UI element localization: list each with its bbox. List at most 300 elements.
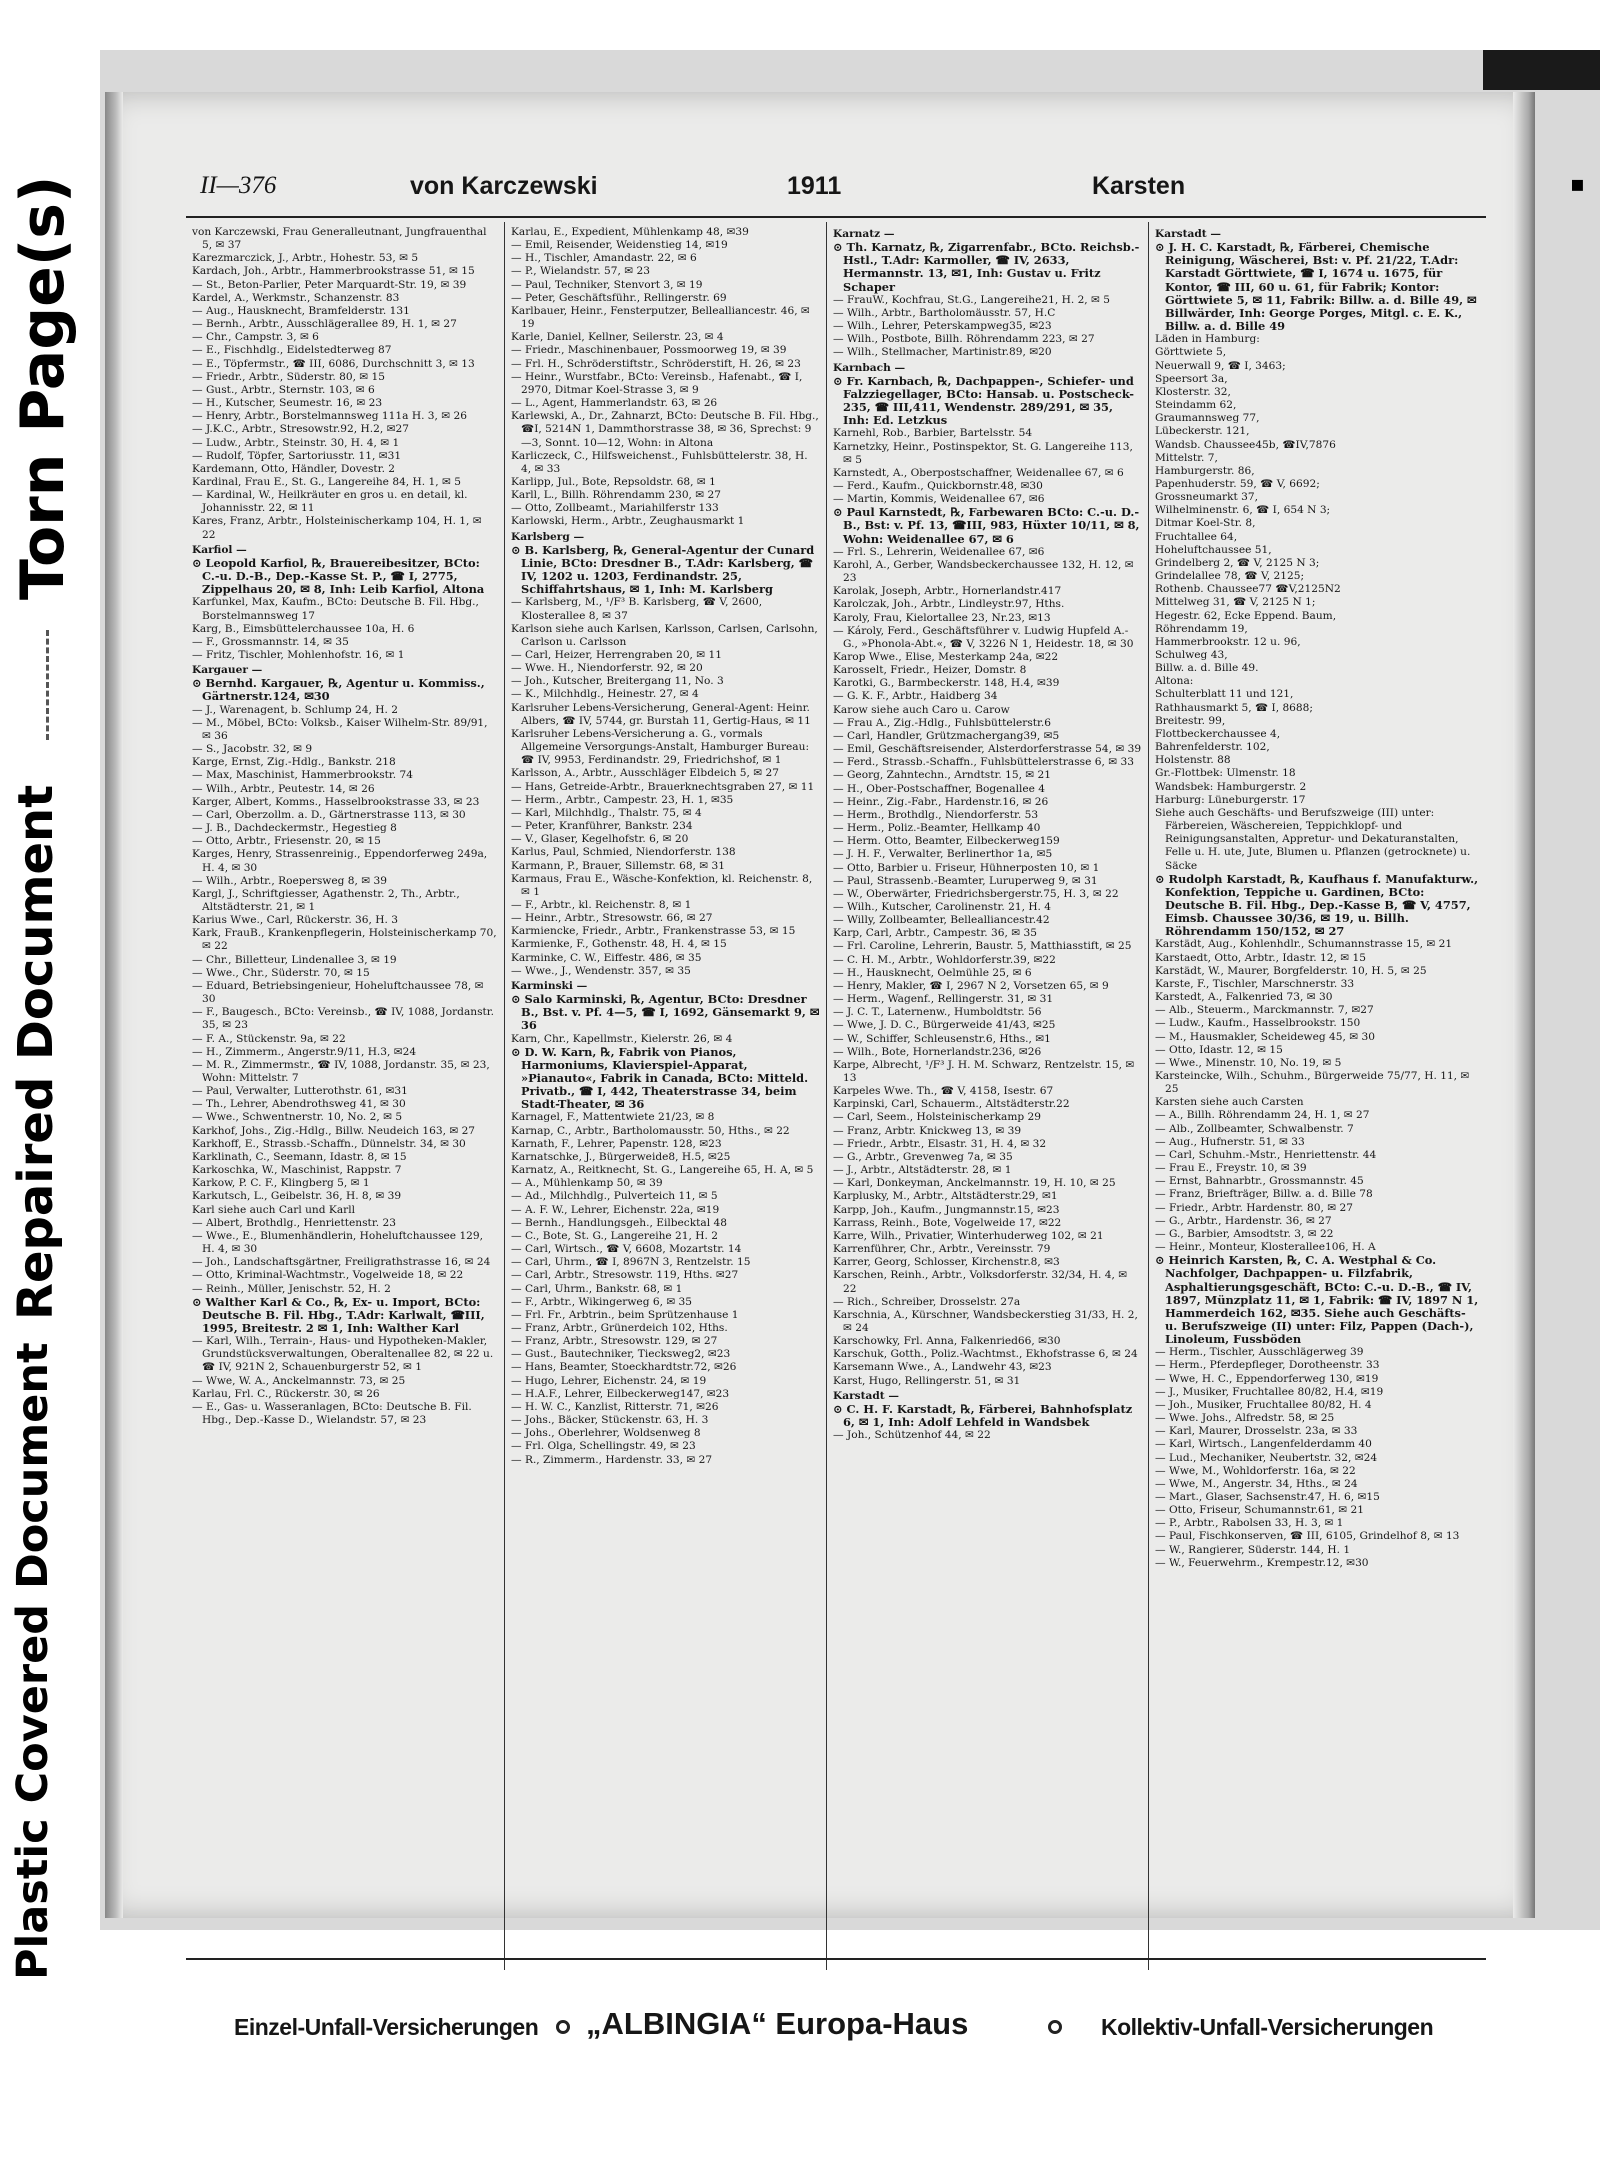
directory-entry: — Emil, Reisender, Weidenstieg 14, ✉19	[511, 239, 728, 252]
directory-entry: — M., Hausmakler, Scheideweg 45, ✉ 30	[1155, 1030, 1375, 1043]
directory-entry: Karlsson, A., Arbtr., Ausschläger Elbdeich 5, ✉ 27	[511, 767, 779, 780]
directory-entry: — E., Fischhdlg., Eidelstedterweg 87	[192, 344, 392, 357]
directory-entry: — J., Warenagent, b. Schlump 24, H. 2	[192, 703, 398, 716]
directory-entry: — Bernh., Arbtr., Ausschlägerallee 89, H. 1, ✉ 27	[192, 318, 457, 331]
repaired-document-label: Repaired Document	[8, 784, 64, 1320]
edge-mark: ▪	[1570, 172, 1585, 197]
directory-entry: — W., Rangierer, Süderstr. 144, H. 1	[1155, 1543, 1351, 1556]
directory-entry: — Joh., Landschaftsgärtner, Freiligrathstrasse 16, ✉ 24	[192, 1256, 491, 1269]
directory-entry: Karste, F., Tischler, Marschnerstr. 33	[1155, 977, 1355, 990]
directory-entry: — G., Arbtr., Grevenweg 7a, ✉ 35	[833, 1150, 1013, 1163]
directory-entry: Karklinath, C., Seemann, Idastr. 8, ✉ 15	[192, 1150, 407, 1163]
directory-entry: — Wwe, J. D. C., Bürgerweide 41/43, ✉25	[833, 1019, 1056, 1032]
directory-entry: Karst, Hugo, Rellingerstr. 51, ✉ 31	[833, 1374, 1021, 1387]
directory-entry: — Otto, Idastr. 12, ✉ 15	[1155, 1043, 1283, 1056]
directory-entry: Karop Wwe., Elise, Mesterkamp 24a, ✉22	[833, 651, 1059, 663]
directory-entry: Schulterblatt 11 und 121,	[1155, 688, 1294, 701]
directory-entry: Siehe auch Geschäfts- und Berufszweige (III) unter: Färbereien, Wäschereien, Teppichklopf- und Reinigungsanstalten, Appretur- und Dekaturanstalten, Felle u. H. ute, Jute, Blumen u. Pflanzen (getrocknete) u. Säcke	[1155, 806, 1471, 872]
directory-entry: — Bernh., Handlungsgeh., Eilbecktal 48	[511, 1216, 727, 1229]
directory-entry: — Frl. H., Schröderstiftstr., Schröderstift, H. 26, ✉ 23	[511, 357, 801, 370]
directory-entry: Karfunkel, Max, Kaufm., BCto: Deutsche B. Fil. Hbg., Borstelmannsweg 17	[192, 596, 479, 622]
directory-entry: — Carl, Uhrm., ☎ I, 8967N 3, Rentzelstr. 15	[511, 1256, 751, 1269]
directory-entry: — Frl. Caroline, Lehrerin, Baustr. 5, Matthiasstift, ✉ 25	[833, 940, 1132, 953]
directory-entry: — Herm., Pferdepfleger, Dorotheenstr. 33	[1155, 1359, 1380, 1372]
directory-entry: — Herm., Wagenf., Rellingerstr. 31, ✉ 31	[833, 993, 1054, 1006]
directory-entry: — Franz, Arbtr., Grünerdeich 102, Hths.	[511, 1321, 728, 1334]
directory-entry: — H. W. C., Kanzlist, Ritterstr. 71, ✉26	[511, 1400, 719, 1413]
directory-entry: — Herm. Otto, Beamter, Eilbeckerweg159	[833, 835, 1060, 848]
directory-entry: — Wilh., Lehrer, Peterskampweg35, ✉23	[833, 320, 1052, 333]
directory-entry: Karre, Wilh., Privatier, Winterhuderweg 102, ✉ 21	[833, 1229, 1104, 1242]
directory-entry: — Joh., Schützenhof 44, ✉ 22	[833, 1429, 991, 1442]
directory-entry: — L., Agent, Hammerlandstr. 63, ✉ 26	[511, 397, 718, 410]
directory-entry: Ditmar Koel-Str. 8,	[1155, 517, 1256, 530]
directory-entry: — M., Möbel, BCto: Volksb., Kaiser Wilhelm-Str. 89/91, ✉ 36	[192, 716, 488, 742]
header-year: 1911	[787, 172, 842, 200]
directory-entry: ⊙ Fr. Karnbach, ℞, Dachpappen-, Schiefer- und Falzziegellager, BCto: Hansab. u. Postscheck- 235, ☎ III,411, Wendenstr. 289/291, ✉ 35, Inh: Ed. Letzkus	[833, 374, 1135, 428]
directory-entry: — Wwe., Chr., Süderstr. 70, ✉ 15	[192, 966, 370, 979]
directory-entry: Steindamm 62,	[1155, 399, 1237, 412]
directory-entry: — Gust., Bautechniker, Tiecksweg2, ✉23	[511, 1348, 731, 1361]
directory-entry: Kargauer —	[192, 664, 263, 677]
directory-entry: — Carl, Uhrm., Bankstr. 68, ✉ 1	[511, 1282, 683, 1295]
directory-entry: ⊙ D. W. Karn, ℞, Fabrik von Pianos, Harmoniums, Klavierspiel-Apparat, »Pianauto«, Fabrik in Canada, BCto: Mitteld. Privatb., ☎ I, 442, Theaterstrasse 34, beim Stadt-Theater, ✉ 36	[511, 1045, 809, 1112]
directory-entry: — Joh., Kutscher, Breitergang 11, No. 3	[511, 675, 724, 688]
directory-entry: ⊙ Paul Karnstedt, ℞, Farbewaren BCto: C.-u. D.-B., Bst: v. Pf. 13, ☎III, 983, Hüxter 10/11, ✉ 8, Wohn: Weidenallee 67, ✉ 6	[833, 506, 1140, 546]
directory-entry: — Fritz, Tischler, Mohlenhofstr. 16, ✉ 1	[192, 649, 405, 661]
directory-entry: Gr.-Flottbek: Ulmenstr. 18	[1155, 767, 1296, 780]
directory-entry: — Carl, Arbtr., Stresowstr. 119, Hths. ✉27	[511, 1269, 739, 1282]
directory-entry: — Georg, Zahntechn., Arndtstr. 15, ✉ 21	[833, 769, 1052, 782]
directory-entry: Neuerwall 9, ☎ I, 3463;	[1155, 359, 1286, 372]
directory-entry: Karotki, G., Barmbeckerstr. 148, H.4, ✉39	[833, 677, 1060, 690]
directory-entry: Karl siehe auch Carl und Karll	[192, 1203, 355, 1216]
directory-entry: — G. K. F., Arbtr., Haidberg 34	[833, 690, 998, 703]
directory-entry: — Alb., Steuerm., Marckmannstr. 7, ✉27	[1155, 1004, 1374, 1017]
directory-entry: — Heinr., Zig.-Fabr., Hardenstr.16, ✉ 26	[833, 795, 1049, 808]
directory-entry: Karsemann Wwe., A., Landwehr 43, ✉23	[833, 1361, 1052, 1374]
directory-entry: — J., Musiker, Fruchtallee 80/82, H.4, ✉19	[1155, 1385, 1384, 1398]
directory-entry: — J. H. F., Verwalter, Berlinerthor 1a, ✉5	[833, 848, 1053, 861]
directory-entry: — Wwe., J., Wendenstr. 357, ✉ 35	[511, 964, 691, 977]
directory-entry: — Paul, Fischkonserven, ☎ III, 6105, Grindelhof 8, ✉ 13	[1155, 1530, 1460, 1543]
directory-entry: Rathhausmarkt 5, ☎ I, 8688;	[1155, 701, 1313, 714]
directory-entry: — Hugo, Lehrer, Eichenstr. 24, ✉ 19	[511, 1374, 707, 1387]
directory-entry: Karlsruher Lebens-Versicherung, General-Agent: Heinr. Albers, ☎ IV, 5744, gr. Burstah 11, Gertig-Haus, ✉ 11	[511, 701, 811, 727]
directory-entry: — Frau A., Zig.-Hdlg., Fuhlsbüttelerstr.6	[833, 716, 1052, 729]
directory-entry: — Frl. S., Lehrerin, Weidenallee 67, ✉6	[833, 545, 1045, 558]
directory-entry: — Carl, Wirtsch., ☎ V, 6608, Mozartstr. 14	[511, 1243, 742, 1256]
directory-entry: ⊙ Th. Karnatz, ℞, Zigarrenfabr., BCto. Reichsb.-Hstl., T.Adr: Karmoller, ☎ IV, 2633, Hermannstr. 13, ✉1, Inh: Gustav u. Fritz Schaper	[833, 241, 1140, 294]
directory-entry: Karolczak, Joh., Arbtr., Lindleystr.97, Hths.	[833, 598, 1065, 611]
directory-entry: — J. C. T., Laternenw., Humboldtstr. 56	[833, 1006, 1042, 1019]
directory-entry: — Franz, Briefträger, Billw. a. d. Bille 78	[1155, 1188, 1373, 1201]
directory-entry: — Karl, Wilh., Terrain-, Haus- und Hypotheken-Makler, Grundstücksverwaltungen, Oberaltenallee 82, ✉ 22 u. ☎ IV, 921N 2, Schauenburgerstr 52, ✉ 1	[192, 1335, 494, 1374]
directory-entry: — Heinr., Monteur, Klosterallee106, H. A	[1155, 1241, 1376, 1254]
directory-entry: — F., Baugesch., BCto: Vereinsb., ☎ IV, 1088, Jordanstr. 35, ✉ 23	[192, 1006, 495, 1032]
directory-entry: Karschen, Reinh., Arbtr., Volksdorferstr. 32/34, H. 4, ✉ 22	[833, 1269, 1128, 1295]
directory-entry: — Paul, Verwalter, Lutterothstr. 61, ✉31	[192, 1085, 408, 1098]
directory-entry: — Henry, Arbtr., Borstelmannsweg 111a H. 3, ✉ 26	[192, 410, 468, 423]
directory-entry: Karrenführer, Chr., Arbtr., Vereinsstr. 79	[833, 1243, 1051, 1256]
directory-entry: — W., Oberwärter, Friedrichsbergerstr.75, H. 3, ✉ 22	[833, 887, 1119, 900]
directory-entry: — Herm., Tischler, Ausschlägerweg 39	[1155, 1346, 1364, 1359]
directory-entry: — C. H. M., Arbtr., Wohldorferstr.39, ✉22	[833, 953, 1056, 966]
directory-entry: Karpe, Albrecht, ¹/F³ J. H. M. Schwarz, Rentzelstr. 15, ✉ 13	[833, 1058, 1135, 1084]
directory-entry: — P., Arbtr., Rabolsen 33, H. 3, ✉ 1	[1155, 1517, 1344, 1530]
directory-entry: — Friedr., Arbtr., Elsastr. 31, H. 4, ✉ 32	[833, 1137, 1047, 1150]
directory-entry: Breitestr. 99,	[1155, 714, 1226, 727]
directory-entry: Flottbeckerchaussee 4,	[1155, 727, 1281, 740]
directory-entry: Karpeles Wwe. Th., ☎ V, 4158, Isestr. 67	[833, 1085, 1054, 1098]
directory-entry: ⊙ Leopold Karfiol, ℞, Brauereibesitzer, BCto: C.-u. D.-B., Dep.-Kasse St. P., ☎ I, 2775, Zippelhaus 20, ✉ 8, Inh: Leib Karfiol, Altona	[192, 556, 485, 597]
directory-entry: — Heinr., Arbtr., Stresowstr. 66, ✉ 27	[511, 912, 713, 925]
directory-entry: — Chr., Campstr. 3, ✉ 6	[192, 331, 319, 344]
directory-entry: — Wilh., Arbtr., Bartholomäusstr. 57, H.C	[833, 306, 1056, 319]
directory-entry: — Ad., Milchhdlg., Pulverteich 11, ✉ 5	[511, 1190, 718, 1203]
directory-entry: Hamburgerstr. 86,	[1155, 464, 1255, 477]
directory-entry: Karger, Albert, Komms., Hasselbrookstrasse 33, ✉ 23	[192, 795, 480, 808]
directory-entry: Karminke, C. W., Eiffestr. 486, ✉ 35	[511, 951, 702, 964]
directory-entry: — Kardinal, W., Heilkräuter en gros u. en detail, kl. Johannisstr. 22, ✉ 11	[192, 489, 468, 515]
directory-entry: — Wwe., Schwentnerstr. 10, No. 2, ✉ 5	[192, 1111, 403, 1124]
footer-bullet-icon	[1048, 2020, 1062, 2034]
directory-entry: Karschowky, Frl. Anna, Falkenried66, ✉30	[833, 1335, 1061, 1348]
footer-rule	[186, 1958, 1486, 1960]
directory-entry: Karminski —	[511, 979, 588, 992]
directory-column-3	[826, 222, 1148, 1970]
directory-entry: Karkhoff, E., Strassb.-Schaffn., Dünnelstr. 34, ✉ 30	[192, 1137, 466, 1150]
directory-entry: — Rudolf, Töpfer, Sartoriusstr. 11, ✉31	[192, 449, 402, 462]
directory-entry: — A., Billh. Röhrendamm 24, H. 1, ✉ 27	[1155, 1109, 1370, 1122]
directory-entry: ⊙ Salo Karminski, ℞, Agentur, BCto: Dresdner B., Bst. v. Pf. 4—5, ☎ I, 1692, Gänsemarkt 9, ✉ 36	[511, 993, 820, 1033]
directory-entry: — Karl, Maurer, Drosselstr. 23a, ✉ 33	[1155, 1425, 1358, 1438]
directory-entry: — Frau E., Freystr. 10, ✉ 39	[1155, 1162, 1307, 1175]
directory-entry: Hammerbrookstr. 12 u. 96,	[1155, 635, 1301, 648]
directory-entry: Karstaedt, Otto, Arbtr., Idastr. 12, ✉ 15	[1155, 951, 1366, 964]
directory-entry: — Carl, Oberzollm. a. D., Gärtnerstrasse 113, ✉ 30	[192, 808, 466, 821]
directory-entry: — Herm., Arbtr., Campestr. 23, H. 1, ✉35	[511, 793, 734, 806]
directory-entry: — F., Grossmannstr. 14, ✉ 35	[192, 635, 349, 648]
directory-entry: Karstedt, A., Falkenried 73, ✉ 30	[1155, 991, 1333, 1004]
directory-entry: — FrauW., Kochfrau, St.G., Langereihe21, H. 2, ✉ 5	[833, 293, 1111, 306]
directory-entry: Karlau, E., Expedient, Mühlenkamp 48, ✉39	[511, 226, 749, 238]
directory-entry: Karp, Carl, Arbtr., Campestr. 36, ✉ 35	[833, 927, 1037, 940]
directory-entry: — Otto, Friseur, Schumannstr.61, ✉ 21	[1155, 1504, 1364, 1517]
directory-entry: — Karlsberg, M., ¹/F³ B. Karlsberg, ☎ V, 2600, Klosterallee 8, ✉ 37	[511, 596, 763, 622]
directory-entry: ⊙ B. Karlsberg, ℞, General-Agentur der Cunard Linie, BCto: Dresdner B., T.Adr: Karlsberg, ☎ IV, 1202 u. 1203, Ferdinandstr. 25, Schiffahrtshaus, ✉ 1, Inh: M. Karlsberg	[511, 543, 815, 597]
directory-entry: Wandsb. Chaussee45b, ☎IV,7876	[1155, 438, 1336, 451]
directory-entry: — Karl, Milchhdlg., Thalstr. 75, ✉ 4	[511, 806, 702, 819]
directory-entry: Röhrendamm 19,	[1155, 622, 1248, 635]
directory-entry: Papenhuderstr. 59, ☎ V, 6692;	[1155, 477, 1320, 490]
directory-entry: — Wilh., Stellmacher, Martinistr.89, ✉20	[833, 346, 1052, 359]
directory-entry: — Henry, Makler, ☎ I, 2967 N 2, Vorsetzen 65, ✉ 9	[833, 979, 1109, 992]
directory-entry: Kardinal, Frau E., St. G., Langereihe 84, H. 1, ✉ 5	[192, 475, 461, 488]
footer-left-text: Einzel-Unfall-Versicherungen	[234, 2014, 539, 2040]
directory-entry: — Wwe. H., Niendorferstr. 92, ✉ 20	[511, 662, 703, 675]
plastic-covered-label: Plastic Covered Document	[8, 1342, 58, 1980]
directory-entry: Karlus, Paul, Schmied, Niendorferstr. 138	[511, 846, 736, 859]
directory-entry: Kardach, Joh., Arbtr., Hammerbrookstrasse 51, ✉ 15	[192, 265, 475, 278]
directory-entry: — Heinr., Wurstfabr., BCto: Vereinsb., Hafenabt., ☎ I, 2970, Ditmar Koel-Strasse 3, ✉ 9	[511, 370, 803, 396]
directory-entry: — Peter, Geschäftsführ., Rellingerstr. 69	[511, 291, 727, 304]
directory-entry: — Lud., Mechaniker, Neubertstr. 32, ✉24	[1155, 1451, 1378, 1464]
directory-entry: — G., Arbtr., Hardenstr. 36, ✉ 27	[1155, 1214, 1332, 1227]
directory-entry: Karnatz, A., Reitknecht, St. G., Langereihe 65, H. A, ✉ 5	[511, 1164, 814, 1177]
directory-entry: Karnath, F., Lehrer, Papenstr. 128, ✉23	[511, 1137, 722, 1150]
directory-entry: Speersort 3a,	[1155, 372, 1228, 385]
directory-entry: — A. F. W., Lehrer, Eichenstr. 22a, ✉19	[511, 1203, 720, 1216]
directory-entry: Altona:	[1155, 675, 1194, 688]
directory-entry: — Franz, Arbtr. Knickweg 13, ✉ 39	[833, 1124, 1022, 1137]
directory-entry: — M. R., Zimmermstr., ☎ IV, 1088, Jordanstr. 35, ✉ 23, Wohn: Mittelstr. 7	[192, 1058, 490, 1084]
directory-entry: Karstadt —	[1155, 228, 1221, 240]
directory-entry: — P., Wielandstr. 57, ✉ 23	[511, 265, 650, 278]
directory-entry: — Ernst, Bahnarbtr., Grossmannstr. 45	[1155, 1175, 1364, 1188]
directory-entry: Karstädt, Aug., Kohlenhdlr., Schumannstrasse 15, ✉ 21	[1155, 938, 1453, 951]
directory-entry: — Ludw., Kaufm., Hasselbrookstr. 150	[1155, 1017, 1361, 1030]
page-number: II—376	[200, 172, 277, 199]
directory-entry: — H., Tischler, Amandastr. 22, ✉ 6	[511, 252, 697, 265]
directory-entry: — F. A., Stückenstr. 9a, ✉ 22	[192, 1032, 346, 1045]
directory-entry: — H., Zimmerm., Angerstr.9/11, H.3, ✉24	[192, 1045, 417, 1058]
directory-entry: ⊙ J. H. C. Karstadt, ℞, Färberei, Chemische Reinigung, Wäscherei, Bst: v. Pf. 21/22, T.Adr: Karstadt Görttwiete, ☎ I, 1674 u. 1675, für Kontor, ☎ III, 60 u. 61, für Fabrik; Kontor: Görttwiete 5, ✉ 11, Fabrik: Billw. a. d. Bille 49, ✉ Billwärder, Inh: George Porges, Mitgl. c. E. K., Billw. a. d. Bille 49	[1155, 241, 1477, 334]
directory-entry: Karnap, C., Arbtr., Bartholomausstr. 50, Hths., ✉ 22	[511, 1124, 790, 1137]
directory-entry: — Aug., Hausknecht, Bramfelderstr. 131	[192, 304, 410, 317]
directory-entry: — J. B., Dachdeckermstr., Hegestieg 8	[192, 822, 397, 835]
footer-bullet-icon	[556, 2020, 570, 2034]
directory-entry: — Max, Maschinist, Hammerbrookstr. 74	[192, 769, 414, 782]
directory-entry: Karlipp, Jul., Bote, Repsoldstr. 68, ✉ 1	[511, 475, 716, 488]
directory-entry: — Aug., Hufnerstr. 51, ✉ 33	[1155, 1135, 1305, 1148]
directory-entry: — Carl, Heizer, Herrengraben 20, ✉ 11	[511, 649, 723, 661]
directory-entry: — Hans, Beamter, Stoeckhardtstr.72, ✉26	[511, 1361, 737, 1374]
directory-column-2	[504, 222, 826, 1970]
directory-entry: Karstadt —	[833, 1389, 899, 1402]
directory-entry: Karmiencke, Friedr., Arbtr., Frankenstrasse 53, ✉ 15	[511, 925, 796, 938]
footer-right-text: Kollektiv-Unfall-Versicherungen	[1101, 2014, 1434, 2040]
directory-entry: Karge, Ernst, Zig.-Hdlg., Bankstr. 218	[192, 756, 396, 769]
directory-entry: Karnstedt, A., Oberpostschaffner, Weidenallee 67, ✉ 6	[833, 466, 1124, 479]
header-rule	[186, 216, 1486, 218]
directory-entry: — V., Glaser, Kegelhofstr. 6, ✉ 20	[511, 833, 689, 846]
directory-entry: Karplusky, M., Arbtr., Altstädterstr.29, ✉1	[833, 1190, 1058, 1203]
directory-entry: Kark, FrauB., Krankenpflegerin, Holsteinischerkamp 70, ✉ 22	[192, 927, 497, 953]
directory-entry: — Ferd., Strassb.-Schaffn., Fuhlsbüttelerstrasse 6, ✉ 33	[833, 756, 1134, 769]
directory-entry: — Wwe., Minenstr. 10, No. 19, ✉ 5	[1155, 1056, 1342, 1069]
directory-entry: — Wilh., Arbtr., Roepersweg 8, ✉ 39	[192, 874, 387, 887]
directory-entry: Billw. a. d. Bille 49.	[1155, 662, 1259, 675]
directory-entry: Fruchtallee 64,	[1155, 530, 1238, 543]
page-right-edge	[1513, 92, 1535, 1918]
directory-entry: — Paul, Strassenb.-Beamter, Luruperweg 9, ✉ 31	[833, 874, 1098, 887]
directory-entry: — Otto, Arbtr., Friesenstr. 20, ✉ 15	[192, 835, 381, 848]
directory-entry: ⊙ Rudolph Karstadt, ℞, Kaufhaus f. Manufakturw., Konfektion, Teppiche u. Gardinen, BCto: Deutsche B. Fil. Hbg., Dep.-Kasse B, ☎ V, 4757, Eimsb. Chaussee 30/36, ✉ 19, u. Billh. Röhrendamm 150/152, ✉ 27	[1155, 872, 1479, 939]
directory-entry: — Wwe, H. C., Eppendorferweg 130, ✉19	[1155, 1372, 1379, 1385]
directory-entry: — Friedr., Arbtr. Hardenstr. 80, ✉ 27	[1155, 1201, 1353, 1214]
directory-entry: Karstädt, W., Maurer, Borgfelderstr. 10, H. 5, ✉ 25	[1155, 964, 1427, 977]
directory-entry: ⊙ Heinrich Karsten, ℞, C. A. Westphal & Co. Nachfolger, Dachpappen- u. Filzfabrik, Asphaltierungsgeschäft, BCto: C.-u. D.-B., ☎ IV, 1897, Münzplatz 11, ✉ 1, Fabrik: ☎ IV, 1897 N 1, Hammerdeich 162, ✉35. Siehe auch Geschäfts- u. Berufszweige (II) unter: Filz, Pappen (Dach-), Linoleum, Fussböden	[1155, 1254, 1479, 1347]
directory-entry: — Wwe., E., Blumenhändlerin, Hoheluftchaussee 129, H. 4, ✉ 30	[192, 1229, 484, 1256]
directory-entry: — Hans, Getreide-Arbtr., Brauerknechtsgraben 27, ✉ 11	[511, 780, 815, 793]
directory-entry: Karow siehe auch Caro u. Carow	[833, 703, 1010, 716]
directory-entry: — E., Gas- u. Wasseranlagen, BCto: Deutsche B. Fil. Hbg., Dep.-Kasse D., Wielandstr. 57, ✉ 23	[192, 1400, 472, 1427]
directory-entry: — Wilh., Bote, Hornerlandstr.236, ✉26	[833, 1045, 1042, 1058]
directory-entry: Karkoschka, W., Maschinist, Rappstr. 7	[192, 1164, 402, 1177]
advertisement-footer	[186, 2006, 1486, 2050]
directory-entry: Wilhelminenstr. 6, ☎ I, 654 N 3;	[1155, 504, 1331, 517]
directory-entry: Lübeckerstr. 121,	[1155, 425, 1250, 438]
directory-entry: Karmaus, Frau E., Wäsche-Konfektion, kl. Reichenstr. 8, ✉ 1	[511, 872, 813, 898]
directory-entry: — Johs., Bäcker, Stückenstr. 63, H. 3	[511, 1414, 709, 1427]
directory-entry: — Wilh., Arbtr., Peutestr. 14, ✉ 26	[192, 782, 375, 795]
directory-column-4	[1148, 222, 1486, 1970]
directory-entry: Karsteincke, Wilh., Schuhm., Bürgerweide 75/77, H. 11, ✉ 25	[1155, 1070, 1470, 1096]
directory-entry: — Peter, Kranführer, Bankstr. 234	[511, 820, 693, 833]
directory-entry: Grindelallee 78, ☎ V, 2125;	[1155, 570, 1305, 583]
directory-entry: — H., Hausknecht, Oelmühle 25, ✉ 6	[833, 966, 1032, 979]
directory-entry: Karmienke, F., Gothenstr. 48, H. 4, ✉ 15	[511, 938, 727, 951]
directory-entry: — R., Zimmerm., Hardenstr. 33, ✉ 27	[511, 1453, 713, 1466]
directory-entry: Karnbach —	[833, 361, 906, 374]
directory-entry: Görttwiete 5,	[1155, 346, 1227, 359]
directory-entry: Karmann, P., Brauer, Sillemstr. 68, ✉ 31	[511, 859, 726, 872]
directory-entry: Karohl, A., Gerber, Wandsbeckerchaussee 132, H. 12, ✉ 23	[833, 558, 1134, 585]
scan-corner-shadow	[1483, 50, 1600, 90]
directory-entry: Karkhof, Johs., Zig.-Hdlg., Billw. Neudeich 163, ✉ 27	[192, 1124, 476, 1137]
directory-entry: Klosterstr. 32,	[1155, 385, 1231, 398]
directory-entry: — W., Feuerwehrm., Krempestr.12, ✉30	[1155, 1556, 1369, 1569]
page-header	[200, 172, 1490, 212]
directory-entry: — A., Mühlenkamp 50, ✉ 39	[511, 1177, 663, 1190]
directory-entry: — Reinh., Müller, Jenischstr. 52, H. 2	[192, 1282, 391, 1295]
directory-entry: Karnatz —	[833, 228, 895, 240]
directory-entry: Wandsbek: Hamburgerstr. 2	[1155, 780, 1307, 793]
directory-entry: Grindelberg 2, ☎ V, 2125 N 3;	[1155, 556, 1320, 569]
directory-entry: Karkutsch, L., Geibelstr. 36, H. 8, ✉ 39	[192, 1190, 402, 1203]
directory-entry: — J., Arbtr., Altstädterstr. 28, ✉ 1	[833, 1164, 1012, 1177]
directory-entry: — Carl, Seem., Holsteinischerkamp 29	[833, 1111, 1042, 1124]
directory-entry: Karlau, Frl. C., Rückerstr. 30, ✉ 26	[192, 1387, 380, 1400]
directory-entry: Karlewski, A., Dr., Zahnarzt, BCto: Deutsche B. Fil. Hbg., ☎I, 5214N 1, Dammthorstrasse 38, ✉ 36, Sprechst: 9—3, Sonnt. 10—12, Wohn: in Altona	[511, 410, 819, 449]
directory-entry: — Frl. Olga, Schellingstr. 49, ✉ 23	[511, 1440, 696, 1453]
directory-entry: — Carl, Handler, Grützmachergang39, ✉5	[833, 729, 1060, 742]
directory-entry: — Martin, Kommis, Weidenallee 67, ✉6	[833, 493, 1045, 506]
directory-entry: — Frl. Fr., Arbtrin., beim Sprützenhause 1	[511, 1308, 739, 1321]
directory-entry: Karlsberg —	[511, 530, 585, 543]
directory-entry: — K., Milchhdlg., Heinestr. 27, ✉ 4	[511, 688, 699, 701]
directory-entry: Karosselt, Friedr., Heizer, Domstr. 8	[833, 664, 1027, 677]
directory-entry: Karfiol —	[192, 543, 247, 556]
directory-entry: — Wilh., Postbote, Billh. Röhrendamm 223, ✉ 27	[833, 333, 1095, 346]
directory-entry: — Albert, Brothdlg., Henriettenstr. 23	[192, 1216, 396, 1229]
directory-entry: — Emil, Geschäftsreisender, Alsterdorferstrasse 54, ✉ 39	[833, 743, 1142, 756]
directory-entry: Karezmarczick, J., Arbtr., Hohestr. 53, ✉ 5	[192, 252, 419, 265]
directory-entry: — Gust., Arbtr., Sternstr. 103, ✉ 6	[192, 383, 375, 396]
directory-entry: — Karl, Donkeyman, Anckelmannstr. 19, H. 10, ✉ 25	[833, 1177, 1116, 1190]
directory-entry: Karpp, Joh., Kaufm., Jungmannstr.15, ✉23	[833, 1203, 1060, 1216]
directory-entry: — Eduard, Betriebsingenieur, Hoheluftchaussee 78, ✉ 30	[192, 979, 484, 1006]
directory-entry: Mittelweg 31, ☎ V, 2125 N 1;	[1155, 596, 1316, 609]
directory-entry: Karlbauer, Heinr., Fensterputzer, Bellealliancestr. 46, ✉ 19	[511, 304, 810, 331]
directory-entry: Karll, L., Billh. Röhrendamm 230, ✉ 27	[511, 489, 722, 502]
directory-entry: Karsten siehe auch Carsten	[1155, 1096, 1304, 1109]
directory-entry: — Paul, Techniker, Stenvort 3, ✉ 19	[511, 278, 703, 291]
directory-entry: — G., Barbier, Amsodtstr. 3, ✉ 22	[1155, 1227, 1334, 1240]
directory-entry: Grossneumarkt 37,	[1155, 491, 1259, 504]
directory-entry: — Willy, Zollbeamter, Bellealliancestr.42	[833, 914, 1050, 927]
footer-brand-text: „ALBINGIA“ Europa-Haus	[586, 2006, 969, 2041]
directory-entry: — Otto, Zollbeamt., Mariahilferstr 133	[511, 502, 719, 515]
side-dash-divider	[46, 630, 49, 740]
directory-entry: — Friedr., Maschinenbauer, Possmoorweg 19, ✉ 39	[511, 344, 787, 357]
directory-entry: Karnagel, F., Mattentwiete 21/23, ✉ 8	[511, 1111, 715, 1124]
directory-entry: Karliczeck, C., Hilfsweichenst., Fuhlsbüttelerstr. 38, H. 4, ✉ 33	[511, 449, 808, 475]
directory-entry: Karkow, P. C. F., Klingberg 5, ✉ 1	[192, 1177, 370, 1190]
directory-entry: — F., Arbtr., Wikingerweg 6, ✉ 35	[511, 1295, 693, 1308]
directory-entry: Bahrenfelderstr. 102,	[1155, 741, 1270, 754]
directory-entry: — Carl, Schuhm.-Mstr., Henriettenstr. 44	[1155, 1148, 1377, 1161]
directory-entry: — Alb., Zollbeamter, Schwalbenstr. 7	[1155, 1122, 1354, 1135]
directory-entry: ⊙ Walther Karl & Co., ℞, Ex- u. Import, BCto: Deutsche B. Fil. Hbg., T.Adr: Karlwalt, ☎III, 1995, Breitestr. 2 ✉ 1, Inh: Walther Karl	[192, 1295, 485, 1335]
directory-entry: Karschnia, A., Kürschner, Wandsbeckerstieg 31/33, H. 2, ✉ 24	[833, 1308, 1138, 1334]
directory-entry: — Wilh., Kutscher, Carolinenstr. 21, H. 4	[833, 900, 1052, 913]
directory-entry: Karrer, Georg, Schlosser, Kirchenstr.8, ✉3	[833, 1256, 1060, 1269]
directory-entry: Kardemann, Otto, Händler, Dovestr. 2	[192, 462, 396, 475]
directory-entry: — Rich., Schreiber, Drosselstr. 27a	[833, 1295, 1021, 1308]
directory-entry: Kargl, J., Schriftgiesser, Agathenstr. 2, Th., Arbtr., Altstädterstr. 21, ✉ 1	[192, 887, 460, 913]
directory-entry: — W., Schiffer, Schleusenstr.6, Hths., ✉1	[833, 1032, 1051, 1045]
directory-entry: Kardel, A., Werkmstr., Schanzenstr. 83	[192, 291, 400, 304]
directory-entry: — Johs., Oberlehrer, Woldsenweg 8	[511, 1427, 701, 1440]
directory-entry: — J.K.C., Arbtr., Stresowstr.92, H.2, ✉27	[192, 423, 409, 436]
directory-entry: — Chr., Billetteur, Lindenallee 3, ✉ 19	[192, 953, 397, 966]
directory-entry: Mittelstr. 7,	[1155, 451, 1218, 464]
directory-entry: Läden in Hamburg:	[1155, 333, 1260, 346]
directory-entry: — Otto, Barbier u. Friseur, Hühnerposten 10, ✉ 1	[833, 861, 1100, 874]
directory-entry: — Otto, Kriminal-Wachtmstr., Vogelweide 18, ✉ 22	[192, 1269, 464, 1282]
directory-entry: Schulweg 43,	[1155, 649, 1228, 661]
directory-entry: Karlson siehe auch Karlsen, Karlsson, Carlsen, Carlsohn, Carlson u. Carlsson	[511, 622, 818, 648]
directory-entry: — Ludw., Arbtr., Steinstr. 30, H. 4, ✉ 1	[192, 436, 400, 449]
directory-entry: Karrass, Reinh., Bote, Vogelweide 17, ✉22	[833, 1216, 1062, 1229]
directory-entry: Karlowski, Herm., Arbtr., Zeughausmarkt 1	[511, 515, 745, 528]
directory-columns	[186, 222, 1486, 1970]
directory-entry: — Karl, Wirtsch., Langenfelderdamm 40	[1155, 1438, 1372, 1451]
directory-entry: Karges, Henry, Strassenreinig., Eppendorferweg 249a, H. 4, ✉ 30	[192, 848, 488, 874]
directory-entry: Karolak, Joseph, Arbtr., Hornerlandstr.417	[833, 585, 1062, 598]
directory-entry: — H.A.F., Lehrer, Eilbeckerweg147, ✉23	[511, 1387, 730, 1400]
side-label-panel	[0, 0, 100, 2177]
directory-entry: — F., Arbtr., kl. Reichenstr. 8, ✉ 1	[511, 898, 692, 911]
directory-entry: — Károly, Ferd., Geschäftsführer v. Ludwig Hupfeld A.-G., »Phonola-Abt.«, ☎ V, 3226 N 1, Heidestr. 18, ✉ 30	[833, 624, 1134, 650]
directory-entry: — Herm., Poliz.-Beamter, Hellkamp 40	[833, 822, 1041, 835]
directory-entry: — Wwe, M., Wohldorferstr. 16a, ✉ 22	[1155, 1464, 1356, 1477]
header-last-name: Karsten	[1092, 172, 1186, 200]
directory-entry: — S., Jacobstr. 32, ✉ 9	[192, 743, 313, 756]
header-first-name: von Karczewski	[410, 172, 598, 200]
directory-entry: Karlsruher Lebens-Versicherung a. G., vormals Allgemeine Versorgungs-Anstalt, Hamburger Bureau: ☎ IV, 9953, Ferdinandstr. 29, Friedrichshof, ✉ 1	[511, 727, 810, 767]
directory-entry: — Franz, Arbtr., Stresowstr. 129, ✉ 27	[511, 1335, 718, 1348]
directory-entry: Karle, Daniel, Kellner, Seilerstr. 23, ✉ 4	[511, 331, 724, 344]
directory-entry: Graumannsweg 77,	[1155, 412, 1260, 425]
directory-entry: Karius Wwe., Carl, Rückerstr. 36, H. 3	[192, 914, 398, 927]
directory-entry: Karn, Chr., Kapellmstr., Kielerstr. 26, ✉ 4	[511, 1032, 733, 1045]
directory-entry: Hegestr. 62, Ecke Eppend. Baum,	[1155, 609, 1337, 622]
directory-entry: — Wwe. Johs., Alfredstr. 58, ✉ 25	[1155, 1412, 1335, 1425]
directory-entry: — E., Töpfermstr., ☎ III, 6086, Durchschnitt 3, ✉ 13	[192, 357, 475, 370]
